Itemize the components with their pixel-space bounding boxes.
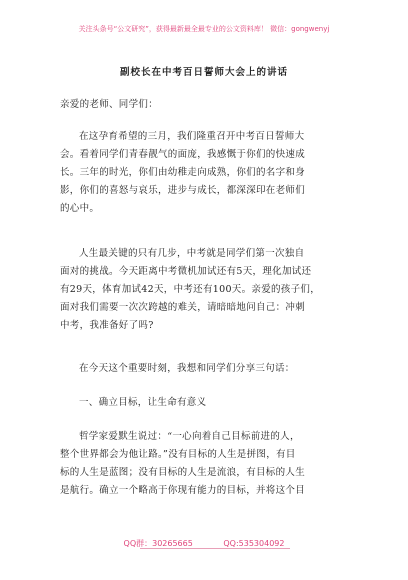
footer-divider	[140, 548, 290, 549]
paragraph-line: 有29天，体育加试42天，中考还有100天。亲爱的孩子们，	[60, 284, 321, 295]
paragraph-line: 是航行。确立一个略高于你现有能力的目标，并将这个目	[60, 485, 306, 496]
paragraph-2	[60, 245, 348, 335]
qq-number: QQ:535304092	[223, 539, 285, 548]
paragraph-line: 会。看着同学们青春靓气的面庞，我感慨于你们的快速成	[60, 149, 306, 160]
section-heading-1	[60, 394, 348, 412]
paragraph-line: 哲学家爱默生说过：“一心向着自己目标前进的人，	[79, 431, 300, 442]
paragraph-1	[60, 128, 348, 218]
paragraph-line: 在今天这个重要时刻，我想和同学们分享三句话：	[79, 363, 295, 374]
paragraph-line: 长。三年的时光，你们由幼稚走向成熟，你们的名字和身	[60, 167, 306, 178]
greeting-text: 亲爱的老师、同学们：	[60, 99, 159, 110]
paragraph-line: 整个世界都会为他让路。”没有目标的人生是拼图，有目	[60, 449, 296, 460]
paragraph-line: 影，你们的喜怒与哀乐，进步与成长，都深深印在老师们	[60, 185, 306, 196]
paragraph-line: 的心中。	[60, 203, 100, 214]
qq-group: QQ群：30265665	[123, 539, 193, 548]
header-note: 关注头条号“公文研究”，获得最新最全最专业的公文资料库！ 微信：gongwenyj	[78, 25, 330, 33]
paragraph-4	[60, 428, 348, 500]
paragraph-line: 面对的挑战。今天距离中考微机加试还有5天，理化加试还	[60, 266, 312, 277]
paragraph-3	[60, 360, 348, 378]
document-title: 副校长在中考百日誓师大会上的讲话	[119, 67, 288, 78]
paragraph-line: 中考，我准备好了吗?	[60, 320, 154, 331]
greeting	[60, 96, 348, 114]
paragraph-line: 人生最关键的只有几步，中考就是同学们第一次独自	[79, 248, 305, 259]
paragraph-line: 面对我们需要一次次跨越的难关，请暗暗地问自己：冲刺	[60, 302, 306, 313]
paragraph-line: 在这孕育希望的三月，我们隆重召开中考百日誓师大	[79, 131, 305, 142]
section-heading-text: 一、确立目标，让生命有意义	[79, 397, 207, 408]
paragraph-line: 标的人生是蓝图；没有目标的人生是流浪，有目标的人生	[60, 467, 306, 478]
